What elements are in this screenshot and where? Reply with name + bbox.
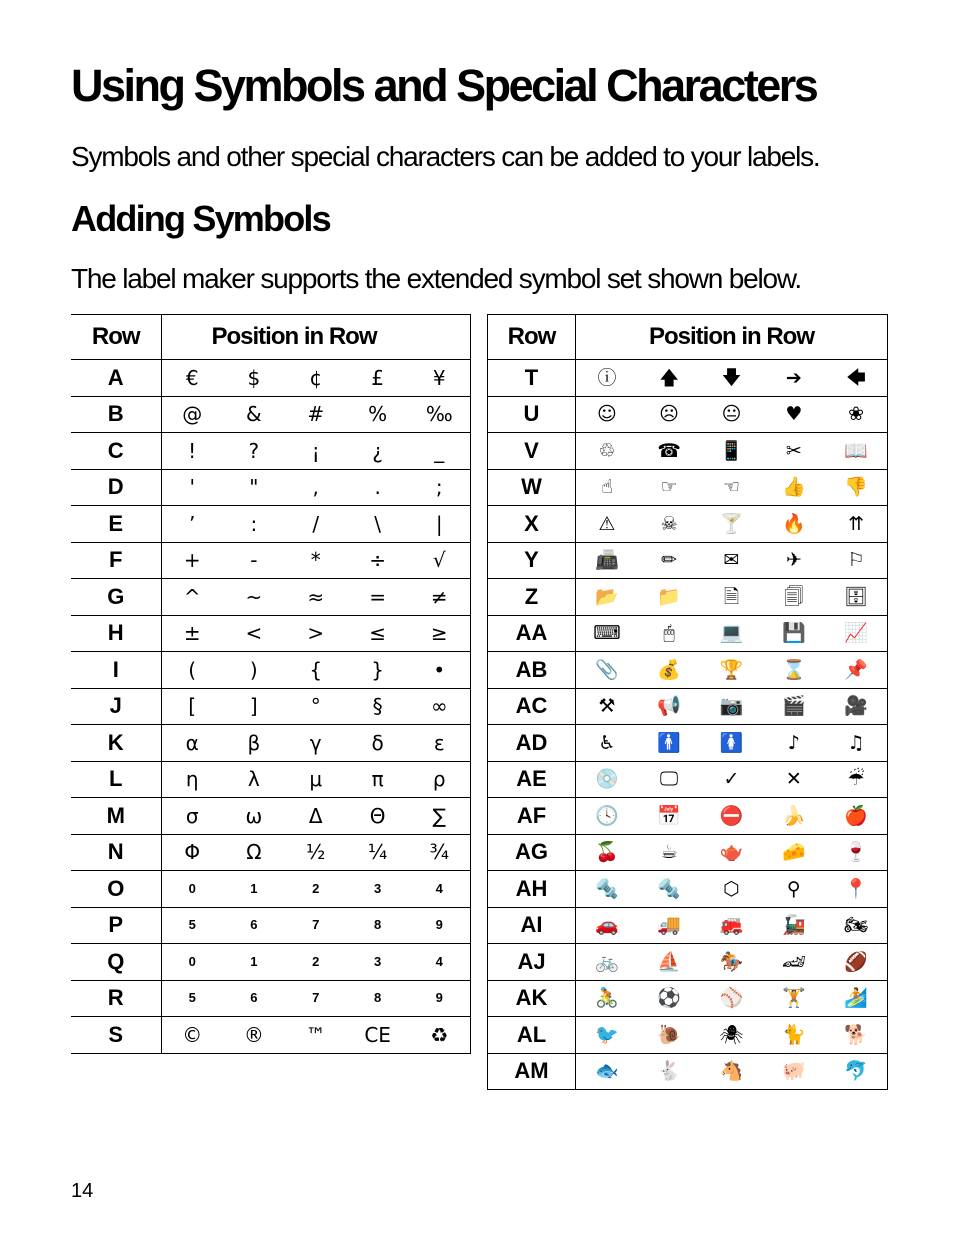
symbol-table-right	[487, 314, 888, 1090]
table-row	[71, 980, 471, 1017]
telephone-icon: ☎	[638, 433, 700, 470]
symbol-cell: η	[161, 761, 223, 798]
symbol-cell: ¥	[409, 360, 471, 397]
fish-icon: 🐟	[576, 1053, 638, 1090]
smiley-sad-icon: ☹	[638, 396, 700, 433]
laptop-icon: 💻	[700, 615, 762, 652]
sailboat-icon: ⛵	[638, 944, 700, 981]
flammable-icon: 🔥	[763, 506, 825, 543]
arrow-up-icon: 🡅	[638, 360, 700, 397]
scissors-icon: ✂	[763, 433, 825, 470]
row-label: N	[71, 834, 161, 871]
symbol-cell: ♻	[409, 1017, 471, 1054]
table-row	[488, 980, 888, 1017]
row-label: M	[71, 798, 161, 835]
section-text: The label maker supports the extended symbol set shown below.	[71, 263, 801, 294]
table-row	[488, 396, 888, 433]
horse-head-icon: 🐴	[700, 1053, 762, 1090]
table-row	[71, 542, 471, 579]
row-label: AC	[488, 688, 576, 725]
coffee-cup-icon: ☕	[638, 834, 700, 871]
documents-icon: 🗐	[763, 579, 825, 616]
symbol-cell: ∞	[409, 688, 471, 725]
thumbs-down-icon: 👎	[825, 469, 887, 506]
table-row	[71, 652, 471, 689]
symbol-cell: 1	[223, 871, 285, 908]
table-row	[488, 433, 888, 470]
row-label: K	[71, 725, 161, 762]
cheese-icon: 🧀	[763, 834, 825, 871]
symbol-cell: σ	[161, 798, 223, 835]
symbol-cell: $	[223, 360, 285, 397]
cat-icon: 🐈	[763, 1017, 825, 1054]
woman-icon: 🚺	[700, 725, 762, 762]
table-row	[488, 579, 888, 616]
row-label: Z	[488, 579, 576, 616]
row-label: AI	[488, 907, 576, 944]
thumbs-up-icon: 👍	[763, 469, 825, 506]
symbol-cell: ®	[223, 1017, 285, 1054]
symbol-cell: ∑	[409, 798, 471, 835]
symbol-cell: _	[409, 433, 471, 470]
cycling-icon: 🚴	[576, 980, 638, 1017]
table-row	[71, 615, 471, 652]
symbol-cell: π	[347, 761, 409, 798]
fragile-glass-icon: 🍸	[700, 506, 762, 543]
symbol-cell: 7	[285, 907, 347, 944]
row-label: G	[71, 579, 161, 616]
dolphin-icon: 🐬	[825, 1053, 887, 1090]
keyboard-icon: ⌨	[576, 615, 638, 652]
floppy-disk-icon: 💾	[763, 615, 825, 652]
table-row	[488, 615, 888, 652]
symbol-cell: ]	[223, 688, 285, 725]
symbol-cell: ;	[409, 469, 471, 506]
symbol-cell: ’	[161, 506, 223, 543]
symbol-cell: &	[223, 396, 285, 433]
symbol-cell: Φ	[161, 834, 223, 871]
row-label: AE	[488, 761, 576, 798]
dog-icon: 🐕	[825, 1017, 887, 1054]
symbol-cell: ε	[409, 725, 471, 762]
cd-icon: 💿	[576, 761, 638, 798]
symbol-cell: 9	[409, 907, 471, 944]
symbol-cell: ¡	[285, 433, 347, 470]
row-label: C	[71, 433, 161, 470]
symbol-cell: £	[347, 360, 409, 397]
symbol-cell: |	[409, 506, 471, 543]
fire-truck-icon: 🚒	[700, 907, 762, 944]
symbol-cell: ≈	[285, 579, 347, 616]
x-mark-icon: ✕	[763, 761, 825, 798]
megaphone-icon: 📢	[638, 688, 700, 725]
symbol-cell: @	[161, 396, 223, 433]
symbol-cell: %	[347, 396, 409, 433]
phone-fax-icon: 📠	[576, 542, 638, 579]
row-label: AK	[488, 980, 576, 1017]
row-label: U	[488, 396, 576, 433]
table-row	[488, 1017, 888, 1054]
symbol-cell: 6	[223, 980, 285, 1017]
symbol-cell: }	[347, 652, 409, 689]
document-icon: 🗎	[700, 579, 762, 616]
section-heading: Adding Symbols	[71, 198, 330, 239]
symbol-cell: CE	[347, 1017, 409, 1054]
table-row	[488, 761, 888, 798]
symbol-cell: ¼	[347, 834, 409, 871]
symbol-cell: €	[161, 360, 223, 397]
symbol-cell: ~	[223, 579, 285, 616]
pig-icon: 🐖	[763, 1053, 825, 1090]
table-row	[488, 1053, 888, 1090]
symbol-cell: :	[223, 506, 285, 543]
symbol-cell: 0	[161, 944, 223, 981]
pencil-icon: ✏	[638, 542, 700, 579]
symbol-cell: Θ	[347, 798, 409, 835]
symbol-cell: •	[409, 652, 471, 689]
symbol-cell: 4	[409, 871, 471, 908]
hand-point-right-icon: ☞	[638, 469, 700, 506]
row-label: L	[71, 761, 161, 798]
symbol-cell: ≥	[409, 615, 471, 652]
position-column-header	[161, 315, 471, 360]
recycle-person-icon: ♲	[576, 433, 638, 470]
file-cabinet-icon: 🗄	[825, 579, 887, 616]
symbol-cell: ω	[223, 798, 285, 835]
symbol-cell: !	[161, 433, 223, 470]
table-row	[488, 834, 888, 871]
symbol-cell: ,	[285, 469, 347, 506]
row-label: AJ	[488, 944, 576, 981]
trophy-icon: 🏆	[700, 652, 762, 689]
symbol-cell: ¢	[285, 360, 347, 397]
symbol-cell: μ	[285, 761, 347, 798]
race-car-icon: 🏎	[763, 944, 825, 981]
table-header-row	[488, 315, 888, 360]
symbol-cell: (	[161, 652, 223, 689]
symbol-cell: 2	[285, 944, 347, 981]
table-row	[488, 798, 888, 835]
man-icon: 🚹	[638, 725, 700, 762]
wheelchair-icon: ♿	[576, 725, 638, 762]
symbol-cell: 7	[285, 980, 347, 1017]
symbol-cell: °	[285, 688, 347, 725]
folder-open-icon: 📂	[576, 579, 638, 616]
symbol-cell: ±	[161, 615, 223, 652]
row-label: S	[71, 1017, 161, 1054]
row-label: R	[71, 980, 161, 1017]
table-row	[488, 725, 888, 762]
row-label: X	[488, 506, 576, 543]
monitor-icon: 🖵	[638, 761, 700, 798]
horse-racing-icon: 🏇	[700, 944, 762, 981]
position-column-header	[576, 315, 888, 360]
row-label: AF	[488, 798, 576, 835]
row-label: V	[488, 433, 576, 470]
symbol-cell: ρ	[409, 761, 471, 798]
row-label: AH	[488, 871, 576, 908]
symbol-cell: '	[161, 469, 223, 506]
symbol-cell: 0	[161, 871, 223, 908]
soccer-ball-icon: ⚽	[638, 980, 700, 1017]
row-label: Q	[71, 944, 161, 981]
music-notes-icon: ♫	[825, 725, 887, 762]
mouse-icon: 🖱	[638, 615, 700, 652]
info-icon: ⓘ	[576, 360, 638, 397]
symbol-cell: ¾	[409, 834, 471, 871]
symbol-cell: /	[285, 506, 347, 543]
table-row	[71, 396, 471, 433]
hourglass-icon: ⌛	[763, 652, 825, 689]
arrow-left-icon: 🡄	[825, 360, 887, 397]
arrow-right-icon: ➔	[763, 360, 825, 397]
table-row	[71, 907, 471, 944]
intro-text: Symbols and other special characters can be added to your labels.	[71, 141, 820, 172]
banana-icon: 🍌	[763, 798, 825, 835]
table-row	[71, 360, 471, 397]
symbol-cell: 9	[409, 980, 471, 1017]
row-label: T	[488, 360, 576, 397]
clock-icon: 🕓	[576, 798, 638, 835]
row-label: J	[71, 688, 161, 725]
symbol-cell: δ	[347, 725, 409, 762]
table-row	[488, 688, 888, 725]
symbol-cell: "	[223, 469, 285, 506]
symbol-cell: 8	[347, 907, 409, 944]
snail-icon: 🐌	[638, 1017, 700, 1054]
truck-icon: 🚚	[638, 907, 700, 944]
symbol-cell: =	[347, 579, 409, 616]
warning-icon: ⚠	[576, 506, 638, 543]
table-row	[488, 652, 888, 689]
symbol-cell: )	[223, 652, 285, 689]
tools-icon: ⚒	[576, 688, 638, 725]
symbol-cell: 1	[223, 944, 285, 981]
bird-icon: 🐦	[576, 1017, 638, 1054]
row-label: E	[71, 506, 161, 543]
row-label: H	[71, 615, 161, 652]
position-header-label: Position in Row	[211, 323, 377, 350]
row-label: Y	[488, 542, 576, 579]
symbol-cell: *	[285, 542, 347, 579]
arrow-down-icon: 🡇	[700, 360, 762, 397]
skull-crossbones-icon: ☠	[638, 506, 700, 543]
table-row	[71, 688, 471, 725]
check-mark-icon: ✓	[700, 761, 762, 798]
table-row	[71, 469, 471, 506]
table-row	[488, 907, 888, 944]
row-label: AM	[488, 1053, 576, 1090]
table-row	[71, 834, 471, 871]
calendar-icon: 📅	[638, 798, 700, 835]
heart-icon: ♥	[763, 396, 825, 433]
symbol-cell: ÷	[347, 542, 409, 579]
table-row	[71, 579, 471, 616]
rabbit-icon: 🐇	[638, 1053, 700, 1090]
hand-point-up-icon: ☝	[576, 469, 638, 506]
table-row	[488, 871, 888, 908]
row-label: AL	[488, 1017, 576, 1054]
baseball-icon: ⚾	[700, 980, 762, 1017]
music-note-icon: ♪	[763, 725, 825, 762]
flower-icon: ❀	[825, 396, 887, 433]
row-label: D	[71, 469, 161, 506]
row-label: AG	[488, 834, 576, 871]
bicycle-icon: 🚲	[576, 944, 638, 981]
symbol-cell: §	[347, 688, 409, 725]
symbol-cell: {	[285, 652, 347, 689]
table-row	[71, 725, 471, 762]
symbol-cell: 5	[161, 907, 223, 944]
paperclip-icon: 📎	[576, 652, 638, 689]
book-icon: 📖	[825, 433, 887, 470]
cherries-icon: 🍒	[576, 834, 638, 871]
row-label: AA	[488, 615, 576, 652]
push-pin-icon: 📌	[825, 652, 887, 689]
symbol-cell: \	[347, 506, 409, 543]
clapperboard-icon: 🎬	[763, 688, 825, 725]
row-label: A	[71, 360, 161, 397]
page-number: 14	[71, 1180, 94, 1202]
symbol-cell: Ω	[223, 834, 285, 871]
row-column-header: Row	[488, 315, 576, 360]
page-title: Using Symbols and Special Characters	[71, 60, 817, 111]
dumbbell-icon: 🏋	[763, 980, 825, 1017]
table-row	[71, 433, 471, 470]
table-row	[488, 506, 888, 543]
symbol-cell: ≤	[347, 615, 409, 652]
symbol-cell: 5	[161, 980, 223, 1017]
row-label: W	[488, 469, 576, 506]
folder-icon: 📁	[638, 579, 700, 616]
symbol-cell: 6	[223, 907, 285, 944]
symbol-cell: 4	[409, 944, 471, 981]
no-entry-icon: ⛔	[700, 798, 762, 835]
apple-icon: 🍎	[825, 798, 887, 835]
symbol-cell: √	[409, 542, 471, 579]
symbol-cell: #	[285, 396, 347, 433]
row-label: P	[71, 907, 161, 944]
row-label: AB	[488, 652, 576, 689]
camera-icon: 📷	[700, 688, 762, 725]
symbol-cell: ©	[161, 1017, 223, 1054]
chart-icon: 📈	[825, 615, 887, 652]
airplane-icon: ✈	[763, 542, 825, 579]
symbol-cell: [	[161, 688, 223, 725]
drill-bit-icon: ⚲	[763, 871, 825, 908]
umbrella-rain-icon: ☔	[825, 761, 887, 798]
symbol-cell: <	[223, 615, 285, 652]
symbol-cell: ^	[161, 579, 223, 616]
table-row	[488, 360, 888, 397]
teapot-icon: 🫖	[700, 834, 762, 871]
table-row	[71, 761, 471, 798]
symbol-cell: ™	[285, 1017, 347, 1054]
table-row	[71, 506, 471, 543]
row-label: I	[71, 652, 161, 689]
film-camera-icon: 🎥	[825, 688, 887, 725]
row-label: O	[71, 871, 161, 908]
symbol-cell: ≠	[409, 579, 471, 616]
symbol-cell: Δ	[285, 798, 347, 835]
symbol-cell: .	[347, 469, 409, 506]
symbol-cell: +	[161, 542, 223, 579]
hand-point-left-icon: ☜	[700, 469, 762, 506]
table-row	[71, 1017, 471, 1054]
screw-icon: 🔩	[576, 871, 638, 908]
symbol-table-left	[71, 314, 471, 1054]
position-header-label: Position in Row	[649, 323, 814, 350]
row-column-header: Row	[71, 315, 161, 360]
symbol-cell: ½	[285, 834, 347, 871]
symbol-cell: 3	[347, 871, 409, 908]
mobile-phone-icon: 📱	[700, 433, 762, 470]
symbol-cell: -	[223, 542, 285, 579]
spider-icon: 🕷	[700, 1017, 762, 1054]
table-header-row	[71, 315, 471, 360]
symbol-cell: α	[161, 725, 223, 762]
wine-bottle-glass-icon: 🍷	[825, 834, 887, 871]
nut-icon: ⬡	[700, 871, 762, 908]
table-row	[71, 798, 471, 835]
bolt-icon: 🔩	[638, 871, 700, 908]
symbol-cell: ¿	[347, 433, 409, 470]
row-label: AD	[488, 725, 576, 762]
flag-icon: ⚐	[825, 542, 887, 579]
symbol-cell: 3	[347, 944, 409, 981]
row-label: B	[71, 396, 161, 433]
motorcycle-icon: 🏍	[825, 907, 887, 944]
table-row	[71, 871, 471, 908]
envelope-icon: ✉	[700, 542, 762, 579]
windsurf-icon: 🏄	[825, 980, 887, 1017]
symbol-cell: λ	[223, 761, 285, 798]
money-bag-icon: 💰	[638, 652, 700, 689]
table-row	[71, 944, 471, 981]
table-row	[488, 542, 888, 579]
symbol-cell: β	[223, 725, 285, 762]
symbol-cell: >	[285, 615, 347, 652]
symbol-cell: γ	[285, 725, 347, 762]
this-side-up-icon: ⇈	[825, 506, 887, 543]
nail-icon: 📍	[825, 871, 887, 908]
smiley-happy-icon: ☺	[576, 396, 638, 433]
table-row	[488, 944, 888, 981]
car-icon: 🚗	[576, 907, 638, 944]
symbol-cell: 2	[285, 871, 347, 908]
symbol-cell: ?	[223, 433, 285, 470]
table-row	[488, 469, 888, 506]
symbol-cell: 8	[347, 980, 409, 1017]
row-label: F	[71, 542, 161, 579]
symbol-cell: ‰	[409, 396, 471, 433]
smiley-neutral-icon: 😐	[700, 396, 762, 433]
football-icon: 🏈	[825, 944, 887, 981]
train-icon: 🚂	[763, 907, 825, 944]
